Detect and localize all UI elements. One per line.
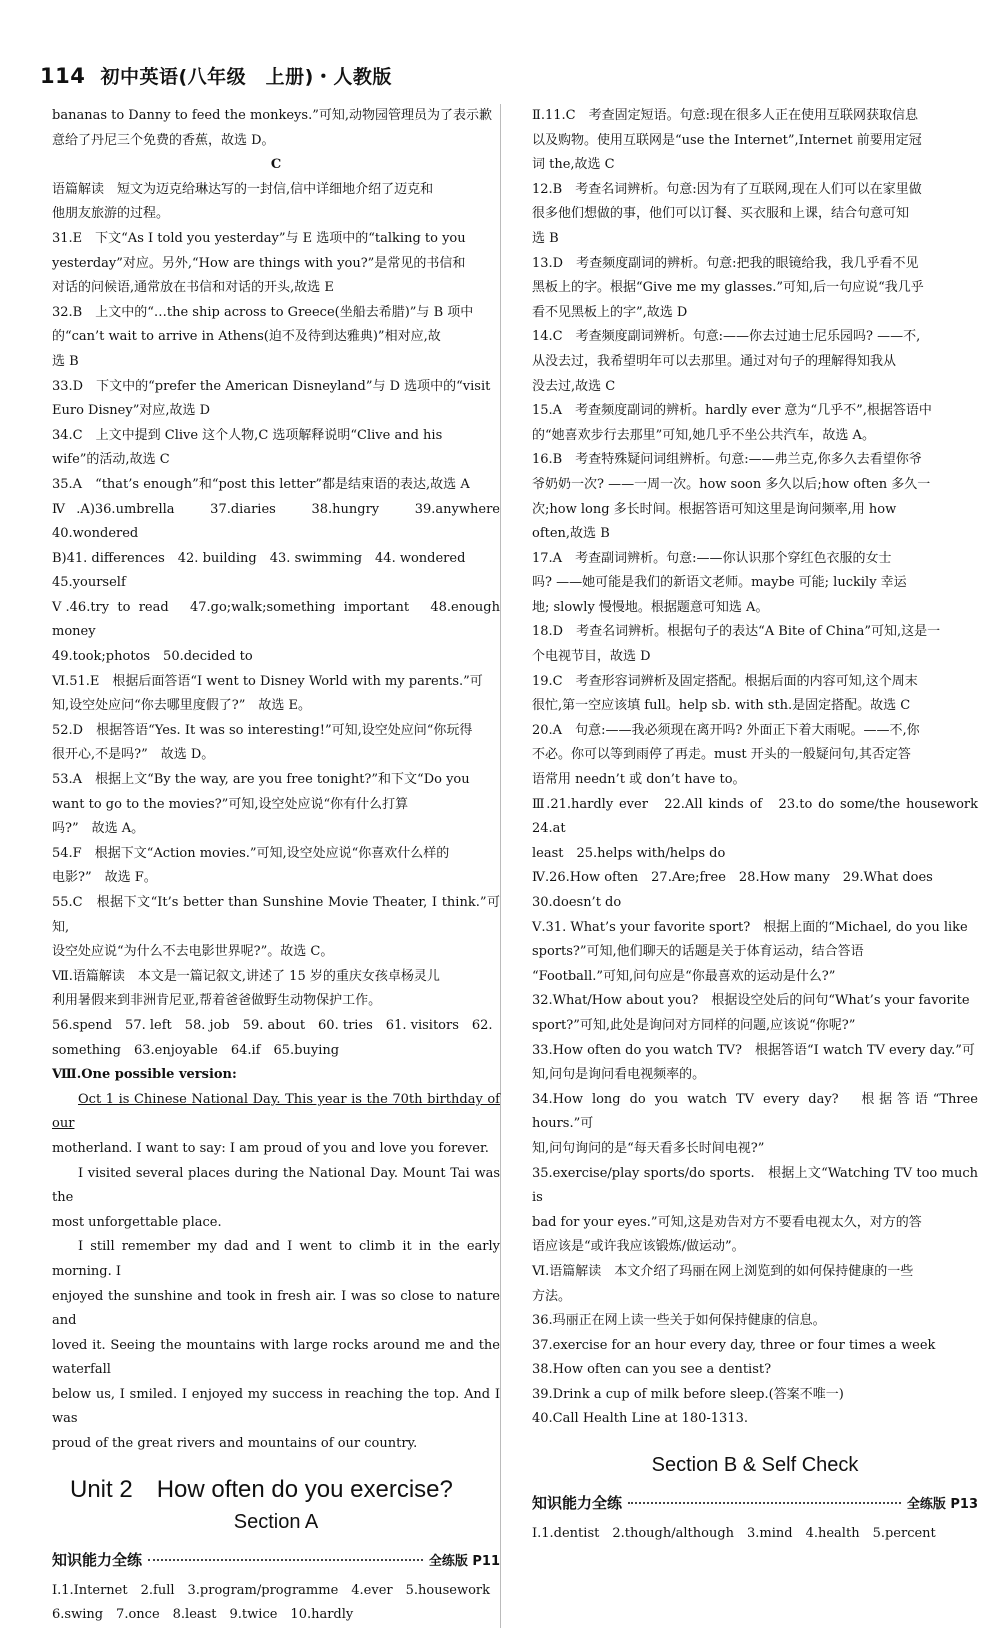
answer-line: Ⅴ.31. What’s your favorite sport? 根据上面的“Michael, do you like — [532, 919, 968, 935]
answer-line: 爷奶奶一次? ——一周一次。how soon 多久以后;how often 多久一 — [532, 476, 931, 492]
answer-line: 从没去过，我希望明年可以去那里。通过对句子的理解得知我从 — [532, 353, 897, 369]
answer-line: 16.B 考查特殊疑问词组辨析。句意:——弗兰克,你多久去看望你爷 — [532, 452, 922, 468]
right-bottom-lines — [532, 1522, 978, 1547]
answer-line: 53.A 根据上文“By the way, are you free tonight?”和下文“Do you — [52, 772, 470, 788]
answer-line: Ⅰ.1.Internet 2.full 3.program/programme 4.ever 5.housework — [52, 1582, 490, 1598]
answer-line: below us, I smiled. I enjoyed my success in reaching the top. And I was — [52, 1386, 500, 1427]
answer-line: 38.How often can you see a dentist? — [532, 1362, 772, 1378]
answer-line: 32.What/How about you? 根据设空处后的问句“What’s your favorite — [532, 993, 970, 1009]
answer-line: loved it. Seeing the mountains with large rocks around me and the waterfall — [52, 1337, 500, 1378]
answer-line: proud of the great rivers and mountains of our country. — [52, 1436, 418, 1452]
answer-line: Ⅳ.A)36.umbrella 37.diaries 38.hungry 39.anywhere 40.wondered — [52, 501, 514, 542]
answer-line: 语常用 needn’t 或 don’t have to。 — [532, 772, 746, 788]
answer-line: enjoyed the sunshine and took in fresh air. I was so close to nature and — [52, 1288, 500, 1329]
answer-line: 17.A 考查副词辨析。句意:——你认识那个穿红色衣服的女士 — [532, 550, 892, 566]
answer-line: often,故选 B — [532, 526, 610, 542]
answer-line: 语应该是“或许我应该锻炼/做运动”。 — [532, 1239, 745, 1255]
answer-line: 他朋友旅游的过程。 — [52, 206, 170, 222]
answer-line: 14.C 考查频度副词辨析。句意:——你去过迪士尼乐园吗? ——不, — [532, 329, 921, 345]
answer-line: sport?”可知,此处是询问对方同样的问题,应该说“你呢?” — [532, 1017, 856, 1033]
answer-line: Ⅳ.26.How often 27.Are;free 28.How many 29.What does — [532, 870, 933, 886]
answer-line: 以及购物。使用互联网是“use the Internet”,Internet 前要用定冠 — [532, 132, 922, 148]
answer-line: 语篇解读 短文为迈克给琳达写的一封信,信中详细地介绍了迈克和 — [52, 181, 434, 197]
left-column — [52, 104, 514, 1628]
answer-line: bananas to Danny to feed the monkeys.”可知,动物园管理员为了表示歉 — [52, 108, 492, 123]
answer-line: Ⅲ.21.hardly ever 22.All kinds of 23.to do some/the housework 24.at — [532, 796, 992, 837]
answer-line: 32.B 上文中的“…the ship across to Greece(坐船去希腊)”与 B 项中 — [52, 304, 474, 320]
left-bottom-lines — [52, 1579, 500, 1628]
practice-heading-right — [532, 1490, 978, 1518]
answer-line: 37.exercise for an hour every day, three or four times a week — [532, 1337, 936, 1353]
leader-dots — [628, 1502, 901, 1504]
answer-line: 词 the,故选 C — [532, 157, 615, 173]
section-b-title: Section B & Self Check — [651, 1454, 859, 1477]
answer-line: 6.swing 7.once 8.least 9.twice 10.hardly — [52, 1607, 354, 1623]
answer-line: 没去过,故选 C — [532, 378, 616, 394]
practice-ref: 全练版 P13 — [906, 1497, 978, 1513]
answer-line: Ⅴ.46.try to read 47.go;walk;something important 48.enough money — [52, 599, 500, 640]
answer-line: 33.How often do you watch TV? 根据答语“I watch TV every day.”可 — [532, 1042, 975, 1058]
answer-line: 地; slowly 慢慢地。根据题意可知选 A。 — [532, 599, 769, 615]
answer-line: 看不见黑板上的字”,故选 D — [532, 304, 688, 320]
answer-line: Oct 1 is Chinese National Day. This year is the 70th birthday of our — [52, 1091, 500, 1132]
answer-line: 个电视节目，故选 D — [532, 649, 651, 665]
answer-line: 次;how long 多长时间。根据答语可知这里是询问频率,用 how — [532, 501, 897, 517]
leader-dots — [148, 1559, 423, 1561]
answer-line: 吗?” 故选 A。 — [52, 821, 145, 837]
answer-line: 54.F 根据下文“Action movies.”可知,设空处应说“你喜欢什么样的 — [52, 845, 450, 861]
answer-line: 不必。你可以等到雨停了再走。must 开头的一般疑问句,其否定答 — [532, 747, 911, 763]
answer-line: 35.A “that’s enough”和“post this letter”都是结束语的表达,故选 A — [52, 476, 470, 492]
answer-line: 意给了丹尼三个免费的香蕉，故选 D。 — [52, 132, 275, 148]
answer-line: “Football.”可知,问句应是“你最喜欢的运动是什么?” — [532, 968, 836, 984]
answer-line: 19.C 考查形容词辨析及固定搭配。根据后面的内容可知,这个周末 — [532, 673, 918, 689]
right-answer-lines — [532, 104, 992, 1432]
answer-line: I visited several places during the National Day. Mount Tai was the — [52, 1165, 500, 1206]
answer-line: 36.玛丽正在网上读一些关于如何保持健康的信息。 — [532, 1313, 826, 1329]
answer-line: 选 B — [532, 230, 559, 246]
answer-line: 15.A 考查频度副词的辨析。hardly ever 意为“几乎不”,根据答语中 — [532, 403, 932, 419]
answer-line: 31.E 下文“As I told you yesterday”与 E 选项中的“talking to you — [52, 230, 466, 246]
answer-line: B)41. differences 42. building 43. swimming 44. wondered — [52, 550, 466, 566]
answer-line: yesterday”对应。另外,“How are things with you?”是常见的书信和 — [52, 255, 466, 271]
answer-line: 电影?” 故选 F。 — [52, 870, 157, 886]
answer-line: 52.D 根据答语“Yes. It was so interesting!”可知,设空处应问“你玩得 — [52, 722, 473, 738]
answer-line: 对话的问候语,通常放在书信和对话的开头,故选 E — [52, 280, 334, 296]
answer-line: 13.D 考查频度副词的辨析。句意:把我的眼镜给我，我几乎看不见 — [532, 255, 919, 271]
page-number: 114 — [40, 64, 86, 88]
answer-line: Ⅶ.语篇解读 本文是一篇记叙文,讲述了 15 岁的重庆女孩卓杨灵儿 — [52, 968, 440, 984]
answer-line: least 25.helps with/helps do — [532, 845, 726, 861]
book-title: 初中英语(八年级 上册)・人教版 — [100, 66, 392, 88]
answer-line: 33.D 下文中的“prefer the American Disneyland”与 D 选项中的“visit — [52, 378, 491, 394]
answer-line: 方法。 — [532, 1288, 572, 1304]
answer-line: 知,问句询问的是“每天看多长时间电视?” — [532, 1140, 765, 1156]
answer-line: Ⅷ.One possible version: — [52, 1067, 237, 1083]
answer-line: bad for your eyes.”可知,这是劝告对方不要看电视太久，对方的答 — [532, 1214, 922, 1230]
left-answer-lines — [52, 104, 514, 1457]
answer-line: 40.Call Health Line at 180-1313. — [532, 1411, 749, 1427]
answer-line: 20.A 句意:——我必须现在离开吗? 外面正下着大雨呢。——不,你 — [532, 722, 920, 738]
practice-label: 知识能力全练 — [52, 1550, 143, 1569]
answer-line: 知,设空处应问“你去哪里度假了?” 故选 E。 — [52, 698, 312, 714]
answer-line: 55.C 根据下文“It’s better than Sunshine Movie Theater, I think.”可知, — [52, 895, 500, 935]
answer-line: 很多他们想做的事，他们可以订餐、买衣服和上课，结合句意可知 — [532, 206, 910, 222]
right-column — [532, 104, 992, 1547]
page-header — [40, 62, 392, 89]
answer-line: 30.doesn’t do — [532, 895, 622, 910]
answer-line: Ⅵ.语篇解读 本文介绍了玛丽在网上浏览到的如何保持健康的一些 — [532, 1263, 914, 1279]
answer-line: 黑板上的字。根据“Give me my glasses.”可知,后一句应说“我几乎 — [532, 280, 924, 296]
answer-line: Ⅱ.11.C 考查固定短语。句意:现在很多人正在使用互联网获取信息 — [532, 108, 918, 123]
practice-ref: 全练版 P11 — [428, 1553, 500, 1569]
answer-line: 39.Drink a cup of milk before sleep.(答案不唯一) — [532, 1386, 844, 1402]
answer-line: 34.How long do you watch TV every day? 根据答语“Three hours.”可 — [532, 1091, 978, 1132]
answer-line: 35.exercise/play sports/do sports. 根据上文“Watching TV too much is — [532, 1165, 978, 1206]
answer-line: motherland. I want to say: I am proud of you and love you forever. — [52, 1140, 489, 1156]
answer-line: wife”的活动,故选 C — [52, 452, 170, 468]
answer-line: 的“can’t wait to arrive in Athens(迫不及待到达雅典)”相对应,故 — [52, 329, 441, 345]
practice-heading-left — [52, 1547, 500, 1575]
answer-line: something 63.enjoyable 64.if 65.buying — [52, 1042, 340, 1058]
answer-line: 56.spend 57. left 58. job 59. about 60. tries 61. visitors 62. — [52, 1017, 493, 1033]
practice-label: 知识能力全练 — [532, 1494, 623, 1513]
answer-line: sports?”可知,他们聊天的话题是关于体育运动，结合答语 — [532, 944, 864, 960]
answer-line: 设空处应说“为什么不去电影世界呢?”。故选 C。 — [52, 944, 334, 960]
answer-line: I still remember my dad and I went to climb it in the early morning. I — [52, 1239, 500, 1279]
answer-line: most unforgettable place. — [52, 1214, 222, 1230]
answer-line: 利用暑假来到非洲肯尼亚,帮着爸爸做野生动物保护工作。 — [52, 993, 382, 1009]
answer-line: 34.C 上文中提到 Clive 这个人物,C 选项解释说明“Clive and his — [52, 427, 443, 443]
answer-line: 吗? ——她可能是我们的新语文老师。maybe 可能; luckily 幸运 — [532, 575, 907, 591]
answer-line: 的“她喜欢步行去那里”可知,她几乎不坐公共汽车，故选 A。 — [532, 427, 875, 443]
answer-line: 49.took;photos 50.decided to — [52, 649, 253, 665]
answer-line: 12.B 考查名词辨析。句意:因为有了互联网,现在人们可以在家里做 — [532, 181, 922, 197]
answer-line: 选 B — [52, 353, 79, 369]
answer-line: 知,问句是询问看电视频率的。 — [532, 1067, 706, 1083]
answer-line: want to go to the movies?”可知,设空处应说“你有什么打算 — [52, 796, 409, 812]
answer-line: Ⅰ.1.dentist 2.though/although 3.mind 4.health 5.percent — [532, 1526, 936, 1542]
answer-line: 18.D 考查名词辨析。根据句子的表达“A Bite of China”可知,这是一 — [532, 624, 941, 640]
unit-title: Unit 2 How often do you exercise? — [70, 1475, 453, 1503]
section-a-title: Section A — [233, 1510, 319, 1533]
answer-line: 45.yourself — [52, 575, 126, 591]
answer-line: 很忙,第一空应该填 full。help sb. with sth.是固定搭配。故选 C — [532, 698, 911, 714]
answer-line: 很开心,不是吗?” 故选 D。 — [52, 747, 215, 763]
answer-line: Ⅵ.51.E 根据后面答语“I went to Disney World with my parents.”可 — [52, 673, 483, 689]
answer-line: Euro Disney”对应,故选 D — [52, 403, 211, 419]
answer-line: C — [270, 157, 282, 173]
